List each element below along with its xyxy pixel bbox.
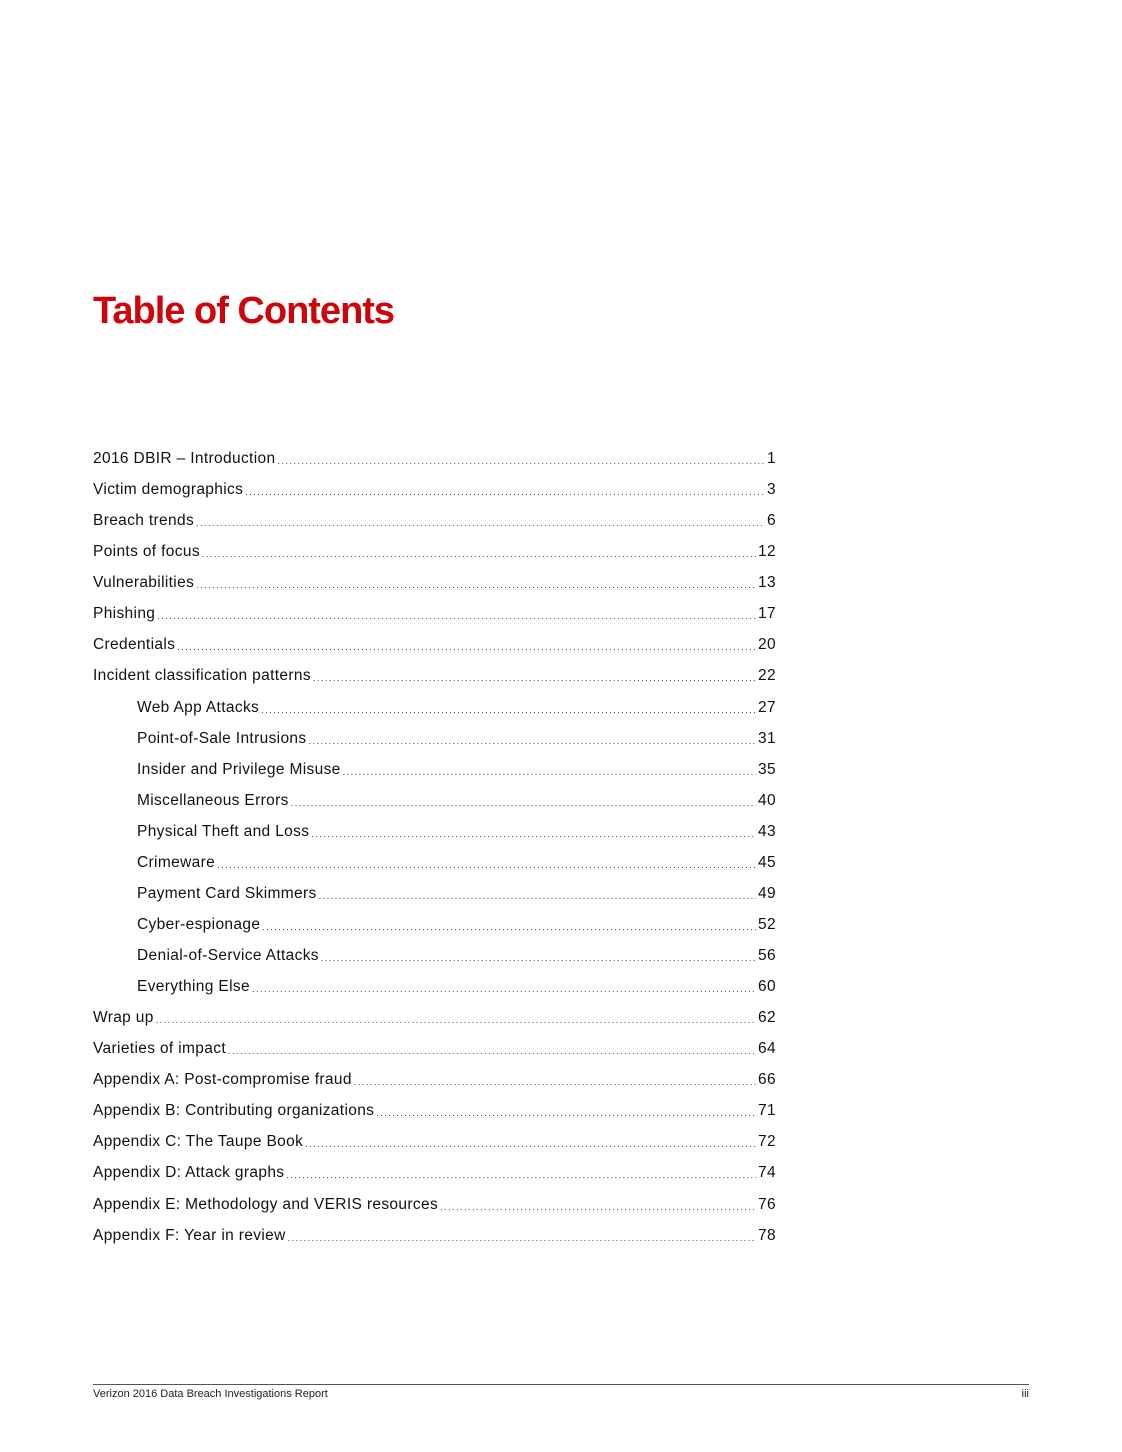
toc-entry[interactable]: [93, 885, 776, 916]
toc-entry[interactable]: [93, 1196, 776, 1227]
toc-entry-page-number: 6: [767, 512, 776, 530]
toc-entry-page-number: 62: [758, 1009, 776, 1027]
toc-dot-leader: [313, 670, 756, 686]
toc-entry-label: Appendix E: Methodology and VERIS resources: [93, 1195, 439, 1213]
toc-entry[interactable]: [93, 1071, 776, 1102]
toc-entry[interactable]: [93, 512, 776, 543]
toc-dot-leader: [321, 950, 756, 966]
toc-entry-page-number: 1: [767, 450, 776, 467]
footer-divider: [93, 1384, 1029, 1385]
toc-entry[interactable]: [93, 667, 776, 698]
toc-entry-label: Physical Theft and Loss: [137, 822, 310, 840]
toc-entry[interactable]: [93, 1040, 776, 1071]
toc-entry[interactable]: [93, 699, 776, 730]
toc-entry[interactable]: [93, 978, 776, 1009]
toc-entry-page-number: 31: [758, 729, 776, 747]
toc-dot-leader: [196, 515, 765, 531]
toc-entry-page-number: 12: [758, 543, 776, 561]
toc-entry-label: Varieties of impact: [93, 1040, 226, 1058]
toc-dot-leader: [156, 1012, 756, 1028]
toc-entry[interactable]: [93, 792, 776, 823]
toc-dot-leader: [262, 919, 756, 935]
toc-entry-page-number: 27: [758, 698, 776, 716]
toc-entry-label: Denial-of-Service Attacks: [137, 947, 319, 964]
toc-entry-label: Everything Else: [137, 978, 250, 996]
toc-dot-leader: [245, 484, 765, 500]
toc-dot-leader: [309, 733, 757, 749]
toc-dot-leader: [157, 608, 756, 624]
toc-entry-label: Breach trends: [93, 512, 195, 530]
toc-entry-page-number: 66: [758, 1071, 776, 1089]
table-of-contents: [93, 450, 776, 1258]
toc-entry[interactable]: [93, 574, 776, 605]
toc-entry-page-number: 74: [758, 1164, 776, 1182]
toc-dot-leader: [319, 888, 756, 904]
toc-entry-page-number: 45: [758, 853, 776, 871]
toc-dot-leader: [196, 577, 756, 593]
toc-entry[interactable]: [93, 916, 776, 947]
toc-entry-label: Appendix D: Attack graphs: [93, 1164, 285, 1182]
toc-dot-leader: [440, 1199, 756, 1215]
toc-dot-leader: [354, 1074, 756, 1090]
toc-entry-page-number: 22: [758, 667, 776, 685]
toc-dot-leader: [305, 1136, 756, 1152]
toc-entry-label: 2016 DBIR – Introduction: [93, 450, 276, 467]
toc-entry-label: Victim demographics: [93, 481, 244, 499]
toc-entry[interactable]: [93, 605, 776, 636]
toc-entry-page-number: 72: [758, 1133, 776, 1151]
page-title: Table of Contents: [93, 290, 395, 332]
toc-entry-page-number: 76: [758, 1195, 776, 1213]
toc-dot-leader: [291, 795, 756, 811]
toc-entry-label: Appendix B: Contributing organizations: [93, 1102, 375, 1120]
toc-entry-page-number: 3: [767, 481, 776, 499]
toc-dot-leader: [177, 639, 756, 655]
toc-entry[interactable]: [93, 730, 776, 761]
toc-entry-page-number: 52: [758, 915, 776, 933]
toc-dot-leader: [261, 702, 756, 718]
toc-entry-label: Miscellaneous Errors: [137, 791, 289, 809]
toc-entry-page-number: 78: [758, 1226, 776, 1244]
toc-entry-label: Crimeware: [137, 853, 216, 871]
toc-entry[interactable]: [93, 481, 776, 512]
toc-entry-label: Web App Attacks: [137, 698, 260, 716]
toc-entry[interactable]: [93, 543, 776, 574]
toc-entry-page-number: 17: [758, 605, 776, 623]
toc-entry-page-number: 20: [758, 636, 776, 654]
toc-entry-label: Points of focus: [93, 543, 200, 561]
toc-entry-page-number: 40: [758, 791, 776, 809]
toc-dot-leader: [217, 857, 756, 873]
toc-dot-leader: [311, 826, 756, 842]
toc-entry[interactable]: [93, 1164, 776, 1195]
toc-entry-label: Payment Card Skimmers: [137, 884, 317, 902]
toc-entry-page-number: 13: [758, 574, 776, 592]
toc-entry-page-number: 64: [758, 1040, 776, 1058]
toc-dot-leader: [228, 1043, 756, 1059]
toc-dot-leader: [376, 1105, 756, 1121]
toc-entry[interactable]: [93, 761, 776, 792]
toc-entry-page-number: 56: [758, 947, 776, 964]
footer-page-number: iii: [1021, 1388, 1029, 1400]
toc-entry[interactable]: [93, 854, 776, 885]
toc-dot-leader: [288, 1230, 756, 1246]
toc-entry-label: Appendix C: The Taupe Book: [93, 1133, 304, 1151]
toc-entry[interactable]: [93, 1102, 776, 1133]
toc-entry-label: Appendix F: Year in review: [93, 1226, 286, 1244]
toc-entry-page-number: 43: [758, 822, 776, 840]
toc-entry-page-number: 35: [758, 760, 776, 778]
toc-entry-page-number: 49: [758, 884, 776, 902]
toc-entry-label: Incident classification patterns: [93, 667, 311, 685]
toc-dot-leader: [202, 546, 756, 562]
toc-entry[interactable]: [93, 1009, 776, 1040]
toc-entry-label: Vulnerabilities: [93, 574, 195, 592]
toc-entry-label: Wrap up: [93, 1009, 154, 1027]
toc-dot-leader: [286, 1167, 756, 1183]
toc-entry-label: Cyber-espionage: [137, 915, 261, 933]
toc-entry-label: Insider and Privilege Misuse: [137, 760, 341, 778]
footer-report-name: Verizon 2016 Data Breach Investigations Report: [93, 1388, 328, 1400]
toc-dot-leader: [343, 764, 756, 780]
toc-entry[interactable]: [93, 1133, 776, 1164]
toc-entry[interactable]: [93, 1227, 776, 1258]
toc-entry-label: Appendix A: Post-compromise fraud: [93, 1071, 352, 1089]
toc-entry[interactable]: [93, 947, 776, 978]
toc-entry-page-number: 71: [758, 1102, 776, 1120]
toc-entry[interactable]: [93, 450, 776, 481]
toc-dot-leader: [277, 453, 765, 469]
toc-entry-label: Phishing: [93, 605, 156, 623]
toc-entry[interactable]: [93, 636, 776, 667]
toc-entry-page-number: 60: [758, 978, 776, 996]
toc-entry[interactable]: [93, 823, 776, 854]
toc-entry-label: Credentials: [93, 636, 176, 654]
toc-dot-leader: [252, 981, 756, 997]
toc-entry-label: Point-of-Sale Intrusions: [137, 729, 307, 747]
